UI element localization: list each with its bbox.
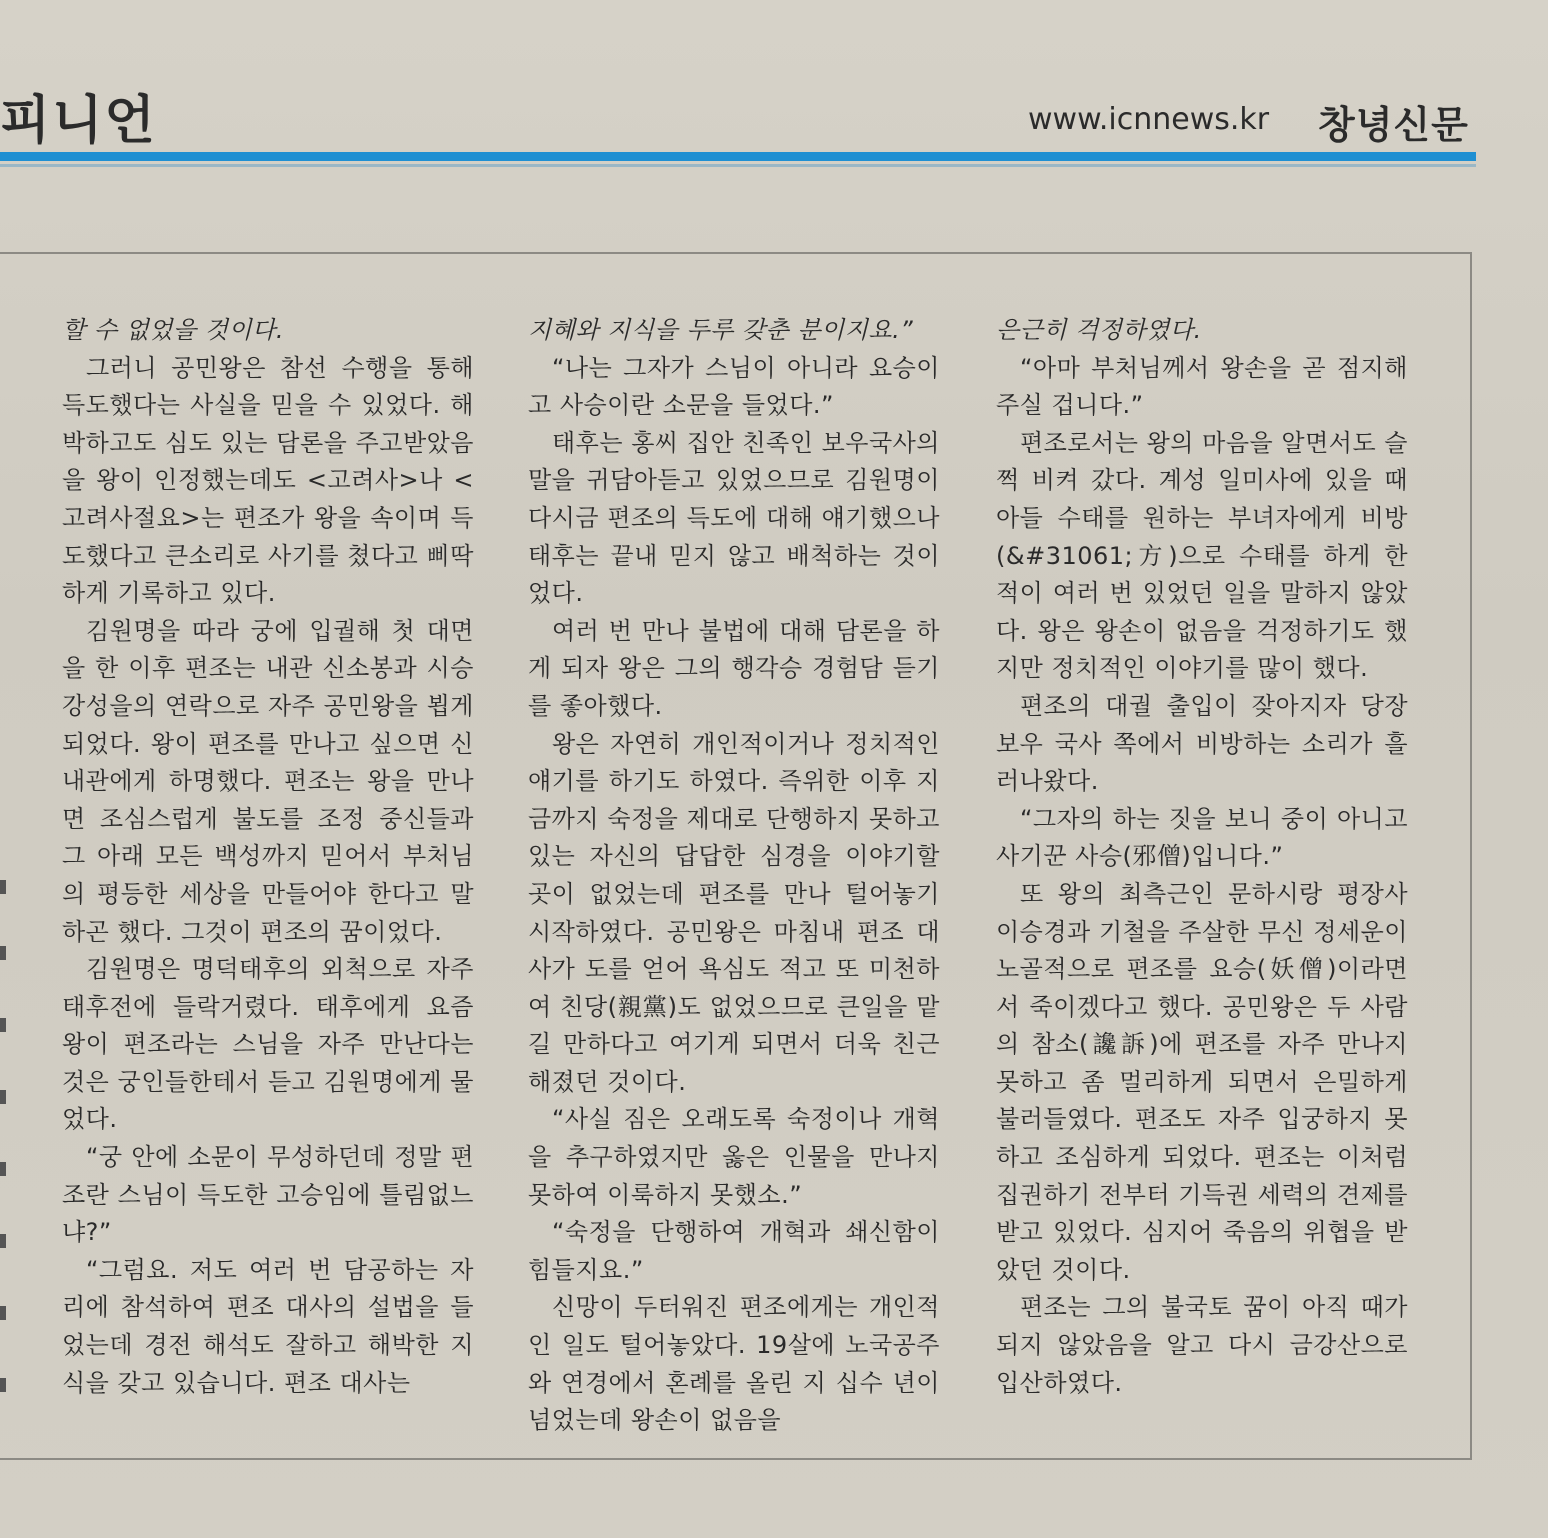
paragraph: “그럼요. 저도 여러 번 담공하는 자리에 참석하여 편조 대사의 설법을 들었는데 경전 해석도 잘하고 해박한 지식을 갖고 있습니다. 편조 대사는 [62, 1255, 474, 1397]
section-title: 피니언 [0, 91, 157, 151]
site-url[interactable]: www.icnnews.kr [1028, 102, 1270, 137]
header-rule-thin [0, 164, 1476, 167]
paragraph: 여러 번 만나 불법에 대해 담론을 하게 되자 왕은 그의 행각승 경험담 듣기를 좋아했다. [528, 616, 940, 720]
paragraph: 신망이 두터워진 편조에게는 개인적인 일도 털어놓았다. 19살에 노국공주와 연경에서 혼례를 올린 지 십수 년이 넘었는데 왕손이 없음을 [528, 1293, 940, 1435]
paragraph: 지혜와 지식을 두루 갖춘 분이지요.” [528, 316, 914, 344]
article-column-3 [996, 312, 1408, 1402]
paragraph: 태후는 홍씨 집안 친족인 보우국사의 말을 귀담아듣고 있었으므로 김원명이 다시금 편조의 득도에 대해 얘기했으나 태후는 끝내 믿지 않고 배척하는 것이었다. [528, 428, 940, 608]
paragraph: 은근히 걱정하였다. [996, 316, 1202, 344]
paragraph: 할 수 없었을 것이다. [62, 316, 284, 344]
paragraph: “그자의 하는 짓을 보니 중이 아니고 사기꾼 사승(邪僧)입니다.” [996, 804, 1408, 871]
paragraph: 김원명을 따라 궁에 입궐해 첫 대면을 한 이후 편조는 내관 신소봉과 시승 강성을의 연락으로 자주 공민왕을 뵙게 되었다. 왕이 편조를 만나고 싶으면 신 내관에게 하명했다. 편조는 왕을 만나면 조심스럽게 불도를 조정 중신들과 그 아래 모든 백성까지 믿어서 부처님의 평등한 세상을 만들어야 한다고 말하곤 했다. 그것이 편조의 꿈이었다. [62, 616, 474, 946]
paragraph: “아마 부처님께서 왕손을 곧 점지해 주실 겁니다.” [996, 353, 1408, 420]
article-column-2 [528, 312, 940, 1440]
paragraph: 편조는 그의 불국토 꿈이 아직 때가 되지 않았음을 알고 다시 금강산으로 입산하였다. [996, 1293, 1408, 1397]
paragraph: 그러니 공민왕은 참선 수행을 통해 득도했다는 사실을 믿을 수 있었다. 해박하고도 심도 있는 담론을 주고받았음을 왕이 인정했는데도 <고려사>나 <고려사절요>는 편조가 왕을 속이며 득도했다고 큰소리로 사기를 쳤다고 삐딱하게 기록하고 있다. [62, 353, 474, 608]
paragraph: 김원명은 명덕태후의 외척으로 자주 태후전에 들락거렸다. 태후에게 요즘 왕이 편조라는 스님을 자주 만난다는 것은 궁인들한테서 듣고 김원명에게 물었다. [62, 955, 474, 1134]
paragraph: “궁 안에 소문이 무성하던데 정말 편조란 스님이 득도한 고승임에 틀림없느냐?” [62, 1143, 474, 1247]
paragraph: 또 왕의 최측근인 문하시랑 평장사 이승경과 기철을 주살한 무신 정세운이 노골적으로 편조를 요승(妖僧)이라면서 죽이겠다고 했다. 공민왕은 두 사람의 참소(讒訴)에 편조를 자주 만나지 못하고 좀 멀리하게 되면서 은밀하게 불러들였다. 편조도 자주 입궁하지 못하고 조심하게 되었다. 편조는 이처럼 집권하기 전부터 기득권 세력의 견제를 받고 있었다. 심지어 죽음의 위협을 받았던 것이다. [996, 879, 1408, 1284]
paragraph: “숙정을 단행하여 개혁과 쇄신함이 힘들지요.” [528, 1218, 940, 1284]
header-rule [0, 152, 1476, 161]
paragraph: “사실 짐은 오래도록 숙정이나 개혁을 추구하였지만 옳은 인물을 만나지 못하여 이룩하지 못했소.” [528, 1105, 940, 1209]
newspaper-name: 창녕신문 [1318, 103, 1469, 147]
paragraph: 편조로서는 왕의 마음을 알면서도 슬쩍 비켜 갔다. 계성 일미사에 있을 때 아들 수태를 원하는 부녀자에게 비방(&#31061;方)으로 수태를 하게 한 적이 여러 번 있었던 일을 말하지 않았다. 왕은 왕손이 없음을 걱정하기도 했지만 정치적인 이야기를 많이 했다. [996, 428, 1408, 683]
paragraph: 편조의 대궐 출입이 잦아지자 당장 보우 국사 쪽에서 비방하는 소리가 흘러나왔다. [996, 691, 1408, 796]
paragraph: “나는 그자가 스님이 아니라 요승이고 사승이란 소문을 들었다.” [528, 353, 940, 420]
edge-text-fragments [0, 880, 10, 1440]
paragraph: 왕은 자연히 개인적이거나 정치적인 얘기를 하기도 하였다. 즉위한 이후 지금까지 숙정을 제대로 단행하지 못하고 있는 자신의 답답한 심경을 이야기할 곳이 없었는데 편조를 만나 털어놓기 시작하였다. 공민왕은 마침내 편조 대사가 도를 얻어 욕심도 적고 또 미천하여 친당(親黨)도 없었으므로 큰일을 맡길 만하다고 여기게 되면서 더욱 친근해졌던 것이다. [528, 729, 940, 1096]
article-column-1 [62, 312, 474, 1402]
